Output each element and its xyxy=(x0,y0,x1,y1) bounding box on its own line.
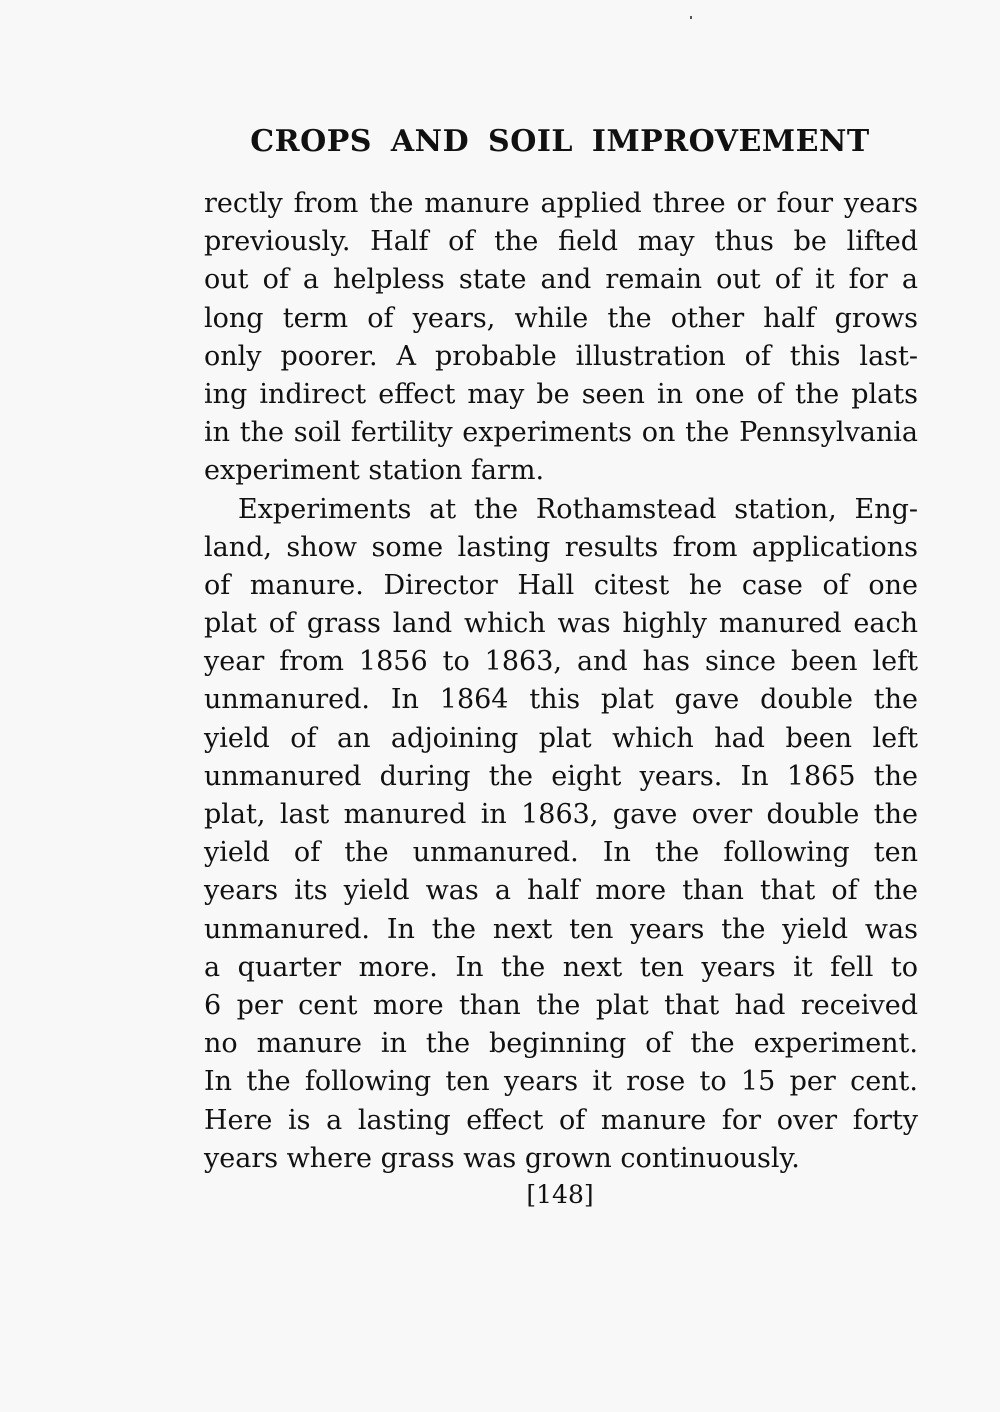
text-line: Experiments at the Rothamstead station, Eng- xyxy=(238,493,918,525)
paragraph xyxy=(204,185,918,491)
text-line: land, show some lasting results from applications xyxy=(204,531,918,563)
text-line: yield of the unmanured. In the following ten xyxy=(204,837,918,869)
text-line: Here is a lasting effect of manure for over forty xyxy=(204,1104,918,1136)
text-line: a quarter more. In the next ten years it fell to xyxy=(204,951,918,983)
text-line: years where grass was grown continuously. xyxy=(204,1142,800,1174)
page-number: [148] xyxy=(526,1180,594,1209)
text-line: ing indirect effect may be seen in one of the plats xyxy=(204,378,918,410)
scan-speck xyxy=(690,16,692,19)
text-line: years its yield was a half more than that of the xyxy=(204,875,918,907)
text-line: unmanured during the eight years. In 1865 the xyxy=(204,760,918,792)
text-line: no manure in the beginning of the experiment. xyxy=(204,1028,918,1060)
text-line: of manure. Director Hall citest he case of one xyxy=(204,569,918,601)
text-line: previously. Half of the field may thus be lifted xyxy=(204,226,918,258)
text-line: out of a helpless state and remain out of it for a xyxy=(204,264,918,296)
text-line: long term of years, while the other half grows xyxy=(204,302,918,334)
text-line: 6 per cent more than the plat that had received xyxy=(204,989,918,1021)
paragraph xyxy=(204,491,918,1178)
text-line: plat, last manured in 1863, gave over double the xyxy=(204,799,918,830)
text-line: rectly from the manure applied three or four years xyxy=(204,188,918,219)
page-body xyxy=(204,185,918,1178)
text-line: unmanured. In the next ten years the yield was xyxy=(204,913,918,945)
text-line: plat of grass land which was highly manured each xyxy=(204,608,918,640)
text-line: year from 1856 to 1863, and has since been left xyxy=(204,646,918,678)
running-head: CROPS AND SOIL IMPROVEMENT xyxy=(250,124,870,159)
text-line: only poorer. A probable illustration of this last- xyxy=(204,340,918,372)
text-line: experiment station farm. xyxy=(204,455,545,487)
text-line: yield of an adjoining plat which had been left xyxy=(204,722,918,754)
text-line: in the soil fertility experiments on the Pennsylvania xyxy=(204,417,918,449)
text-line: In the following ten years it rose to 15 per cent. xyxy=(204,1066,918,1098)
text-line: unmanured. In 1864 this plat gave double the xyxy=(204,684,918,716)
